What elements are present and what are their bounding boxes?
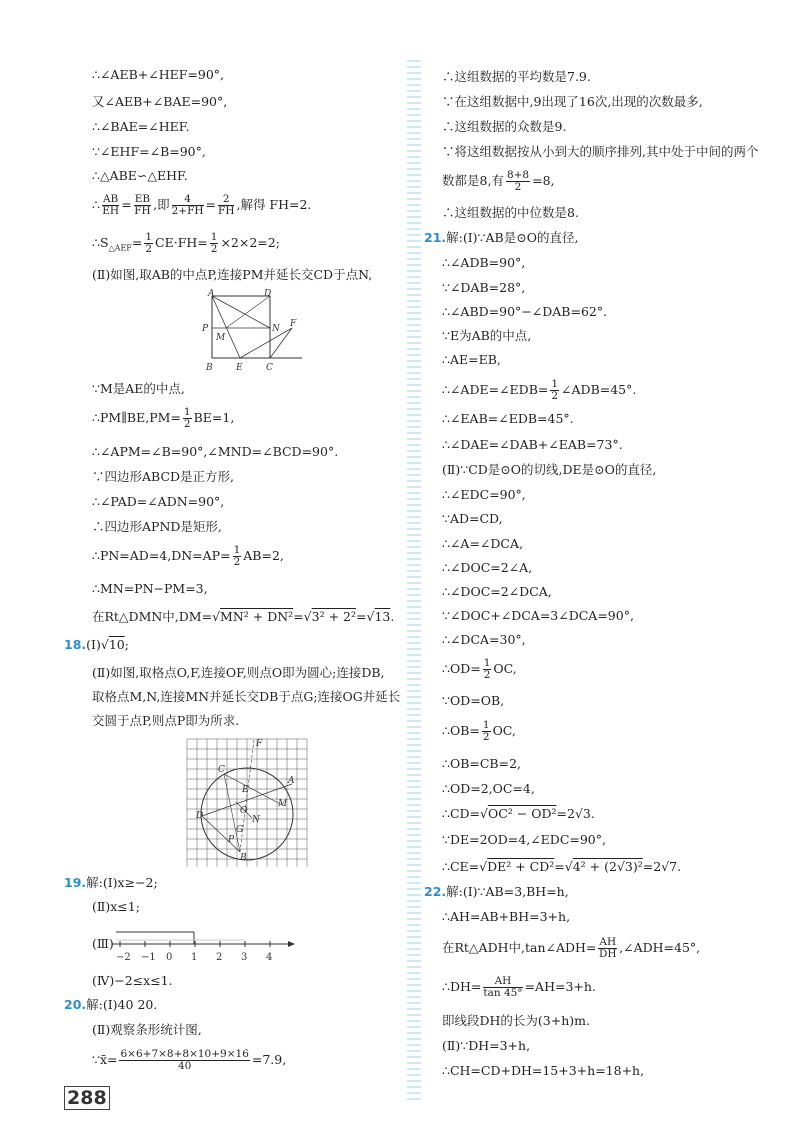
question-22 [424,883,569,901]
text-line: 交圆于点P,则点P即为所求. [92,713,240,728]
mean-line [92,1045,286,1075]
text: OC, [493,661,517,676]
point-label: M [216,333,226,343]
denominator: 2 [210,243,218,255]
text-line: ∴∠ABD=90°−∠DAB=62°. [442,304,608,319]
text-line: ∴∠ADB=90°, [442,255,526,270]
numerator: 1 [551,378,559,390]
numerator: 1 [483,657,491,669]
text: ∴DH= [442,979,482,994]
text-line [92,541,284,571]
denominator: tan 45° [483,987,523,999]
fraction [482,720,491,743]
denominator: 2 [183,418,191,430]
point-label: F [256,739,263,749]
denominator: 2 [551,390,559,402]
point-label: G [236,825,244,835]
axis-tick-label: −1 [141,952,156,963]
text-line: ∴四边形APND是矩形, [92,519,222,534]
denominator: FH [134,205,151,217]
denominator: 40 [177,1060,192,1072]
axis-tick-label: 1 [191,952,198,963]
fraction [172,194,204,217]
text-line: ∵∠DAB=28°, [442,280,526,295]
question-20 [64,996,157,1014]
text-line: ∵DE=2OD=4,∠EDC=90°, [442,832,606,847]
text: 解:(Ⅰ)x≥−2; [86,875,158,890]
numerator: AB [102,193,119,205]
text-line: ∴∠DCA=30°, [442,632,526,647]
fraction [102,194,119,217]
point-label: M [278,799,288,809]
text: ∴OD= [442,661,481,676]
numerator: 1 [233,544,241,556]
text: 解:(Ⅰ)∵AB=3,BH=h, [446,884,569,899]
question-number: 22. [424,884,447,899]
text: ×2×2=2; [220,235,280,250]
fraction [144,232,153,255]
text-line [442,716,516,746]
numerator: 1 [210,231,218,243]
text: ∴CE= [442,859,480,874]
text-line: ∴∠PAD=∠ADN=90°, [92,494,225,509]
text-line: (Ⅱ)如图,取格点O,F,连接OF,则点O即为圆心;连接DB, [92,665,385,680]
text-line: ∴∠APM=∠B=90°,∠MND=∠BCD=90°. [92,444,339,459]
point-label: C [218,765,225,775]
denominator: 2+FH [171,205,204,217]
text-line: (Ⅳ)−2≤x≤1. [92,973,173,988]
text-line [442,375,636,405]
fraction [483,976,522,999]
point-label: B [206,363,213,373]
text-line: 取格点M,N,连接MN并延长交DB于点G;连接OG并延长 [92,689,401,704]
text: AB=2, [243,548,284,563]
text-line: ∴这组数据的众数是9. [442,119,567,134]
text-line: ∴这组数据的平均数是7.9. [442,69,591,84]
text-line [442,933,700,963]
text: ∴∠ADE=∠EDB= [442,382,549,397]
text-line: ∴这组数据的中位数是8. [442,205,579,220]
text-line: ∵四边形ABCD是正方形, [92,469,235,484]
text: ∴S [92,235,109,250]
text-line: ∴CE=√DE² + CD²=√4² + (2√3)²=2√7. [442,859,682,874]
question-19 [64,874,158,892]
text-line: (Ⅱ)∵DH=3+h, [442,1038,531,1053]
radicand: DE² + CD² [487,859,555,874]
text: 解:(Ⅰ)40 20. [86,997,158,1012]
question-number: 20. [64,997,87,1012]
axis-tick-label: 4 [266,952,273,963]
text-line: (Ⅱ)x≤1; [92,899,140,914]
point-label: P [228,835,235,845]
column-divider [407,60,421,1100]
numerator: 4 [172,194,204,206]
text-line: (Ⅲ) [92,936,114,951]
text-line: ∵将这组数据按从小到大的顺序排列,其中处于中间的两个 [442,144,759,159]
axis-tick-label: 0 [166,952,173,963]
text: =2√7. [642,859,682,874]
text-line: 即线段DH的长为(3+h)m. [442,1013,590,1028]
numerator: 8+8 [506,169,530,181]
question-21 [424,229,578,247]
text-line: 又∠AEB+∠BAE=90°, [92,94,228,109]
text: ∠ADB=45°. [561,382,637,397]
point-label: O [240,806,248,816]
denominator: FH [218,205,235,217]
text: ; [124,637,129,652]
numerator: AH [599,936,617,948]
text-line: ∴CD=√OC² − OD²=2√3. [442,806,595,821]
radicand: OC² − OD² [487,806,557,821]
numerator: 1 [145,231,153,243]
fraction [210,232,219,255]
axis-tick-label: 3 [241,952,248,963]
denominator: 2 [514,181,522,193]
number-line [112,922,296,966]
denominator: 2 [483,669,491,681]
question-number: 21. [424,230,447,245]
text: (Ⅰ) [86,637,101,652]
text-line: ∵∠EHF=∠B=90°, [92,144,206,159]
text-line [442,654,517,684]
radicand: 10 [108,637,125,652]
text-line: ∴∠BAE=∠HEF. [92,119,190,134]
text-line: ∴CH=CD+DH=15+3+h=18+h, [442,1063,645,1078]
text: ∴OB= [442,723,480,738]
text-line: ∴AH=AB+BH=3+h, [442,909,571,924]
text: ,即 [153,197,170,212]
text: ∴CD= [442,806,481,821]
square-figure [196,288,308,374]
text: = [293,609,304,624]
fraction [483,658,492,681]
text: = [554,859,565,874]
question-number: 19. [64,875,87,890]
axis-tick-label: −2 [116,952,131,963]
text-line: ∴∠DOC=2∠DCA, [442,584,552,599]
text-line [92,403,234,433]
denominator: DH [598,948,617,960]
text-line: ∵AD=CD, [442,511,503,526]
text: =AH=3+h. [524,979,596,994]
text: 在Rt△DMN中,DM= [92,609,213,624]
proportion-line [92,190,311,220]
text: ,解得 FH=2. [236,197,312,212]
denominator: 2 [145,243,153,255]
fraction [506,170,530,193]
text-line: ∴MN=PN−PM=3, [92,581,208,596]
fraction [233,545,242,568]
text-line [442,166,555,196]
point-label: F [290,319,297,329]
text-line: ∴∠AEB+∠HEF=90°, [92,67,225,82]
point-label: P [202,324,209,334]
point-label: N [272,324,280,334]
text-line: (Ⅱ)如图,取AB的中点P,连接PM并延长交CD于点N, [92,267,373,282]
question-18 [64,636,129,654]
point-label: B [240,853,247,863]
text-line: ∵E为AB的中点, [442,328,532,343]
fraction [218,194,234,217]
text-line: ∴∠EAB=∠EDB=45°. [442,411,574,426]
text: √ [100,637,109,652]
text: ∴PN=AD=4,DN=AP= [92,548,231,563]
text: 在Rt△ADH中,tan∠ADH= [442,940,597,955]
point-label: D [264,289,272,299]
text-line: ∵在这组数据中,9出现了16次,出现的次数最多, [442,94,703,109]
text: ∴PM∥BE,PM= [92,410,181,425]
text-line: ∴△ABE∽△EHF. [92,168,188,183]
numerator: AH [483,976,522,988]
area-line [92,228,280,258]
text-line: ∴∠DOC=2∠A, [442,560,533,575]
point-label: A [208,289,215,299]
text-line: ∴∠DAE=∠DAB+∠EAB=73°. [442,437,623,452]
text-line: (Ⅱ)观察条形统计图, [92,1022,202,1037]
numerator: 6×6+7×8+8×10+9×16 [120,1048,249,1060]
radicand: 4² + (2√3)² [572,859,643,874]
text-line: ∴AE=EB, [442,352,501,367]
point-label: D [196,811,204,821]
text-line: ∵∠DOC+∠DCA=3∠DCA=90°, [442,608,634,623]
text-line: ∴OD=2,OC=4, [442,781,535,796]
text: CE·FH= [155,235,208,250]
text: = [131,235,143,250]
text: ,∠ADH=45°, [619,940,701,955]
text: = [121,197,132,212]
denominator: 2 [233,556,241,568]
text-line: (Ⅱ)∵CD是⊙O的切线,DE是⊙O的直径, [442,462,657,477]
page-number: 288 [64,1086,110,1110]
text-line [442,972,596,1002]
fraction [119,1049,249,1072]
fraction [550,379,559,402]
text-line: ∴∠EDC=90°, [442,487,526,502]
text: OC, [492,723,516,738]
subscript: △AEF [108,243,132,253]
text: =2√3. [556,806,595,821]
text: . [390,609,395,624]
text: 解:(Ⅰ)∵AB是⊙O的直径, [446,230,579,245]
text: = [205,197,217,212]
fraction [183,407,192,430]
text: 数都是8,有 [442,173,504,188]
fraction [598,937,617,960]
point-label: E [242,785,249,795]
grid-figure [184,736,310,868]
text: ∵x̄= [92,1052,118,1067]
point-label: E [236,363,243,373]
radicand: 3² + 2² [311,609,356,624]
text-line: ∴∠A=∠DCA, [442,536,523,551]
numerator: 1 [183,406,191,418]
text: =7.9, [251,1052,287,1067]
axis-tick-label: 2 [216,952,223,963]
text: BE=1, [193,410,235,425]
text-line: ∵OD=OB, [442,693,505,708]
text: ∴ [92,197,100,212]
point-label: C [266,363,273,373]
denominator: 2 [482,731,490,743]
point-label: A [288,776,295,786]
question-number: 18. [64,637,87,652]
text-line: ∴OB=CB=2, [442,756,522,771]
text: =8, [532,173,555,188]
numerator: EB [134,193,151,205]
text-line: 在Rt△DMN中,DM=√MN² + DN²=√3² + 2²=√13. [92,609,395,624]
numerator: 1 [482,719,490,731]
text-line: ∵M是AE的中点, [92,381,185,396]
point-label: N [252,815,260,825]
radicand: MN² + DN² [220,609,294,624]
radicand: 13 [374,609,391,624]
numerator: 2 [218,194,234,206]
text: = [356,609,367,624]
denominator: EH [102,205,120,217]
fraction [134,194,151,217]
